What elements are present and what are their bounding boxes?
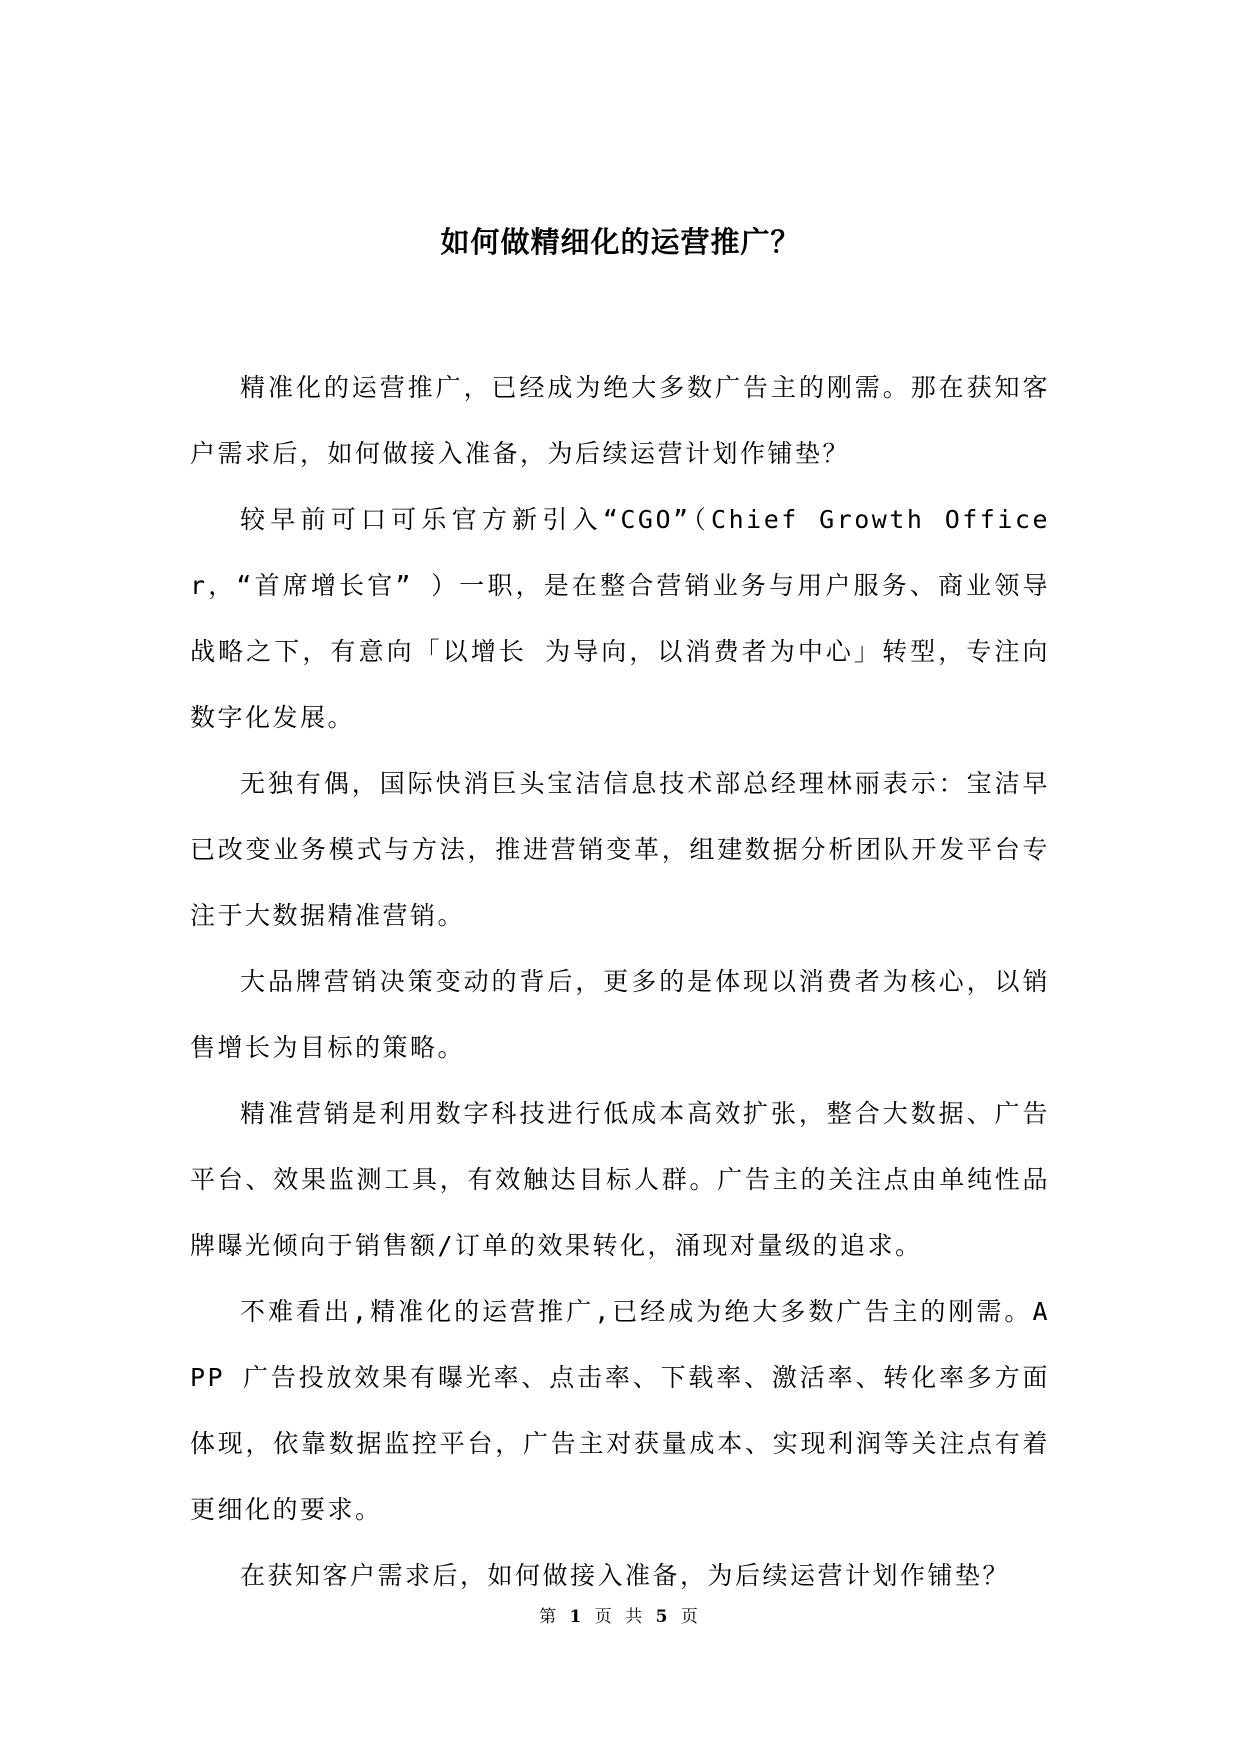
paragraph: 不难看出,精准化的运营推广,已经成为绝大多数广告主的刚需。APP 广告投放效果有曝光率、点击率、下载率、激活率、转化率多方面体现，依靠数据监控平台，广告主对获量成本、实现利润等关注点有着更细化的要求。 — [190, 1297, 1050, 1524]
paragraph: 大品牌营销决策变动的背后，更多的是体现以消费者为核心，以销售增长为目标的策略。 — [190, 967, 1050, 1062]
footer-suffix: 页 — [680, 1607, 702, 1627]
total-page-count: 5 — [655, 1607, 672, 1627]
paragraph: 无独有偶，国际快消巨头宝洁信息技术部总经理林丽表示：宝洁早已改变业务模式与方法，推进营销变革，组建数据分析团队开发平台专注于大数据精准营销。 — [190, 769, 1050, 930]
page-number-footer — [0, 1605, 1241, 1629]
document-body — [190, 355, 1050, 1609]
current-page-number: 1 — [569, 1607, 586, 1627]
paragraph: 精准营销是利用数字科技进行低成本高效扩张，整合大数据、广告平台、效果监测工具，有效触达目标人群。广告主的关注点由单纯性品牌曝光倾向于销售额/订单的效果转化，涌现对量级的追求。 — [190, 1099, 1050, 1260]
footer-prefix: 第 — [539, 1607, 561, 1627]
footer-middle: 页 共 — [594, 1607, 647, 1627]
paragraph: 精准化的运营推广，已经成为绝大多数广告主的刚需。那在获知客户需求后，如何做接入准备，为后续运营计划作铺垫？ — [190, 373, 1050, 468]
paragraph: 在获知客户需求后，如何做接入准备，为后续运营计划作铺垫？ — [240, 1561, 1011, 1590]
paragraph: 较早前可口可乐官方新引入“CGO”（Chief Growth Officer，“首席增长官” ）一职，是在整合营销业务与用户服务、商业领导战略之下，有意向「以增长 为导向，以消费者为中心」转型，专注向数字化发展。 — [190, 505, 1050, 732]
document-title: 如何做精细化的运营推广？ — [440, 225, 801, 259]
